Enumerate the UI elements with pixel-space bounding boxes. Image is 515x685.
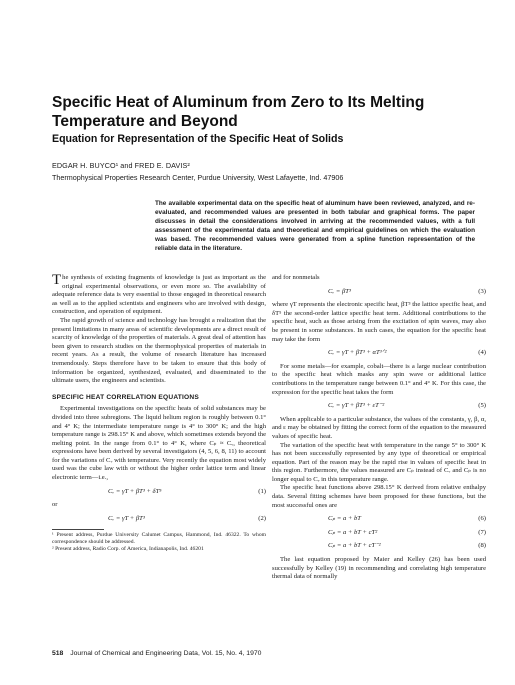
equation-number: (3) <box>478 287 486 295</box>
body-paragraph: The rapid growth of science and technology has brought a realization that the present limitations in many areas of scientific developments are a direct result of scarcity of knowledge of the properties of materials. A great deal of attention has been given to research studies on the thermophysical properties of materials in recent years. As a result, the volume of research literature has increased tremendously. Steps therefore have to be taken to ensure that this body of information be organized, synthesized, evaluated, and disseminated to the ultimate users, the engineers and scientists. <box>52 316 266 385</box>
page-number: 518 <box>52 650 64 657</box>
equation-expression: Cᵥ = γT + βT³ <box>108 514 145 522</box>
equation-5 <box>272 402 486 411</box>
footnote-2: ² Present address, Radio Corp. of America, Indianapolis, Ind. 46201 <box>52 546 204 553</box>
equation-1 <box>52 488 266 497</box>
equation-expression: Cₚ = a + bT <box>328 515 361 523</box>
equation-2 <box>52 515 266 524</box>
drop-cap: T <box>52 272 62 288</box>
paper-title: Specific Heat of Aluminum from Zero to Its Melting Temperature and Beyond <box>52 94 425 130</box>
abstract: The available experimental data on the specific heat of aluminum have been reviewed, analyzed, and re-evaluated, and recommended values are presented in both tabular and graphical forms. The paper discusses in detail the considerations involved in arriving at the recommended values, with a full assessment of the experimental data and theoretical and empirical guidelines on which the evaluation was based. The recommended values were generated from a spline function representation of the reliable data in the literature. <box>155 200 475 252</box>
equation-number: (7) <box>478 528 486 536</box>
authors: EDGAR H. BUYCO¹ and FRED E. DAVIS² <box>52 161 190 170</box>
right-column <box>272 274 486 582</box>
journal-citation: Journal of Chemical and Engineering Data, Vol. 15, No. 4, 1970 <box>70 650 262 657</box>
equation-expression: Cₚ = a + bT + cT⁻² <box>328 542 381 550</box>
footnote-rule <box>52 529 104 530</box>
body-paragraph: where γT represents the electronic specific heat, βT³ the lattice specific heat, and δT⁵ the second-order lattice specific heat term. Additional contributions to the specific heat, such as those arising from the excitation of spin waves, may also be present in some substances. In such cases, the equation for the specific heat may take the form <box>272 301 486 343</box>
equation-8 <box>272 542 486 551</box>
body-paragraph: and for nonmetals <box>272 274 320 281</box>
body-paragraph: The specific heat functions above 298.15° K derived from relative enthalpy data. Several fitting schemes have been proposed for these functions, but the most successful ones are <box>272 484 486 509</box>
paper-subtitle: Equation for Representation of the Specific Heat of Solids <box>52 133 344 145</box>
equation-number: (5) <box>478 402 486 410</box>
body-paragraph: When applicable to a particular substance, the values of the constants, γ, β, α, and ε may be obtained by fitting the correct form of the equation to the measured values of specific heat. <box>272 415 486 440</box>
left-column <box>52 274 266 553</box>
equation-expression: Cₚ = a + bT + cT² <box>328 528 378 536</box>
equation-expression: Cᵥ = γT + βT³ + δT⁵ <box>108 487 162 495</box>
equation-7 <box>272 529 486 538</box>
equation-number: (6) <box>478 515 486 523</box>
equation-expression: Cᵥ = γT + βT³ + αT³ᐟ² <box>328 349 387 357</box>
equation-4 <box>272 349 486 358</box>
equation-number: (1) <box>258 487 266 495</box>
equation-3 <box>272 288 486 297</box>
equation-expression: Cᵥ = γT + βT³ + εT⁻² <box>328 402 385 410</box>
section-heading: SPECIFIC HEAT CORRELATION EQUATIONS <box>52 393 199 401</box>
or-text: or <box>52 501 58 509</box>
body-paragraph: The last equation proposed by Maier and Kelley (26) has been used successfully by Kelley (19) in recommending and correlating high temperature thermal data of normally <box>272 556 486 581</box>
intro-paragraph <box>52 274 266 317</box>
body-paragraph: The variation of the specific heat with temperature in the range 5° to 300° K has not been successfully represented by any type of theoretical or empirical equation. Part of the reason may be the rapid rise in values of specific heat in this region. Furthermore, the values measured are Cₚ instead of Cᵥ and Cₚ is no longer equal to Cᵥ in this temperature range. <box>272 441 486 483</box>
footnote-1: ¹ Present address, Purdue University Calumet Campus, Hammond, Ind. 46322. To whom correspondence should be addressed. <box>52 532 266 546</box>
equation-number: (4) <box>478 349 486 357</box>
intro-text: he synthesis of existing fragments of knowledge is just as important as the original experimental observations, or even more so. The availability of adequate reference data is very essential to those engaged in theoretical research as well as to the applied scientists and engineers who are involved with design, construction, and operation of equipment. <box>52 274 266 316</box>
equation-6 <box>272 515 486 524</box>
equation-expression: Cᵥ = βT³ <box>328 287 351 295</box>
equation-number: (2) <box>258 514 266 522</box>
affiliation: Thermophysical Properties Research Center, Purdue University, West Lafayette, Ind. 47906 <box>52 173 344 182</box>
equation-number: (8) <box>478 542 486 550</box>
page-footer <box>52 650 261 657</box>
body-paragraph: Experimental investigations on the specific heats of solid substances may be divided into three subregions. The liquid helium region is roughly between 0.1° and 4° K; the intermediate temperature range is 4° to 300° K; and the high temperature range is 298.15° K and above, which sometimes extends beyond the melting point. In the range from 0.1° to 4° K, where Cₚ ≈ Cᵥ, theoretical expressions have been derived by several investigators (4, 5, 6, 8, 11) to account for the variations of Cᵥ with temperature. Very recently the equation most widely used was the cube law with or without the higher order lattice term and linear electronic term—i.e., <box>52 405 266 482</box>
body-paragraph: For some metals—for example, cobalt—there is a large nuclear contribution to the specific heat which masks any spin wave or additional lattice contributions in the temperature range between 0.1° and 4° K. For this case, the expression for the specific heat takes the form <box>272 362 486 396</box>
